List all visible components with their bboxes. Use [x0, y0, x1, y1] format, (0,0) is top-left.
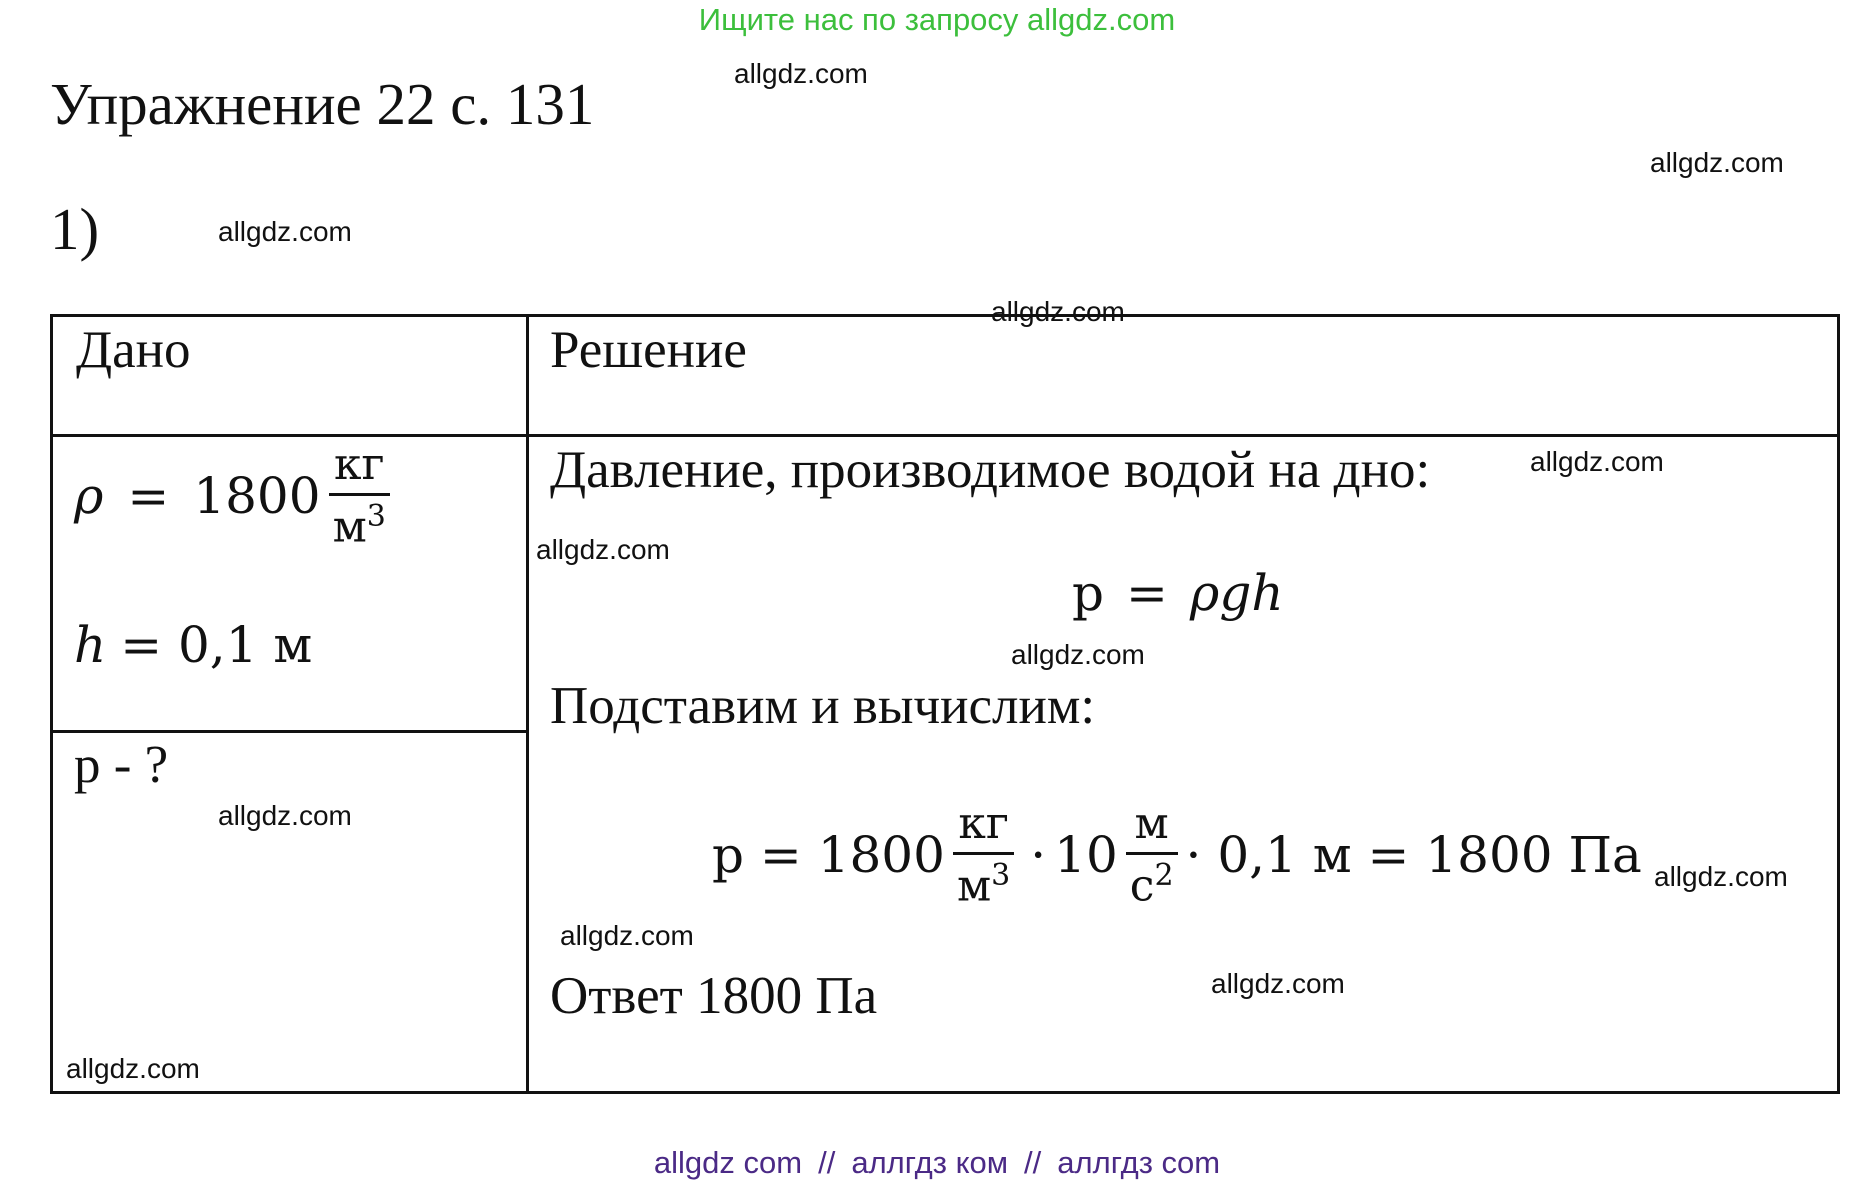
- watermark: allgdz.com: [536, 534, 670, 565]
- page-title: Упражнение 22 с. 131: [50, 71, 595, 137]
- calc-lhs: p = 1800: [712, 826, 945, 884]
- watermark: allgdz.com: [734, 58, 868, 89]
- watermark: allgdz.com: [1211, 968, 1345, 999]
- solution-line-substitute: Подставим и вычислим:: [550, 677, 1096, 735]
- calc-unit-density-num: кг: [958, 797, 1009, 849]
- calc-unit-accel-num: м: [1134, 797, 1169, 849]
- calc-unit-density: [953, 797, 1014, 912]
- watermark: allgdz.com: [991, 296, 1125, 327]
- footer-link-1[interactable]: allgdz com: [653, 1145, 803, 1180]
- formula-rhs: ρgh: [1189, 564, 1284, 622]
- given-header: Дано: [76, 321, 191, 379]
- calc-unit-accel-den: $с^2$: [1126, 852, 1178, 909]
- calc-unit-accel: [1126, 797, 1178, 912]
- footer-link-2[interactable]: аллгдз ком: [851, 1145, 1009, 1180]
- search-banner: Ищите нас по запросу allgdz.com: [698, 2, 1176, 37]
- watermark: allgdz.com: [218, 800, 352, 831]
- watermark: allgdz.com: [66, 1053, 200, 1084]
- watermark: allgdz.com: [1650, 147, 1784, 178]
- given-density: [74, 436, 398, 556]
- column-divider: [526, 314, 529, 1094]
- table-border-top: [50, 314, 1840, 317]
- calculation: [712, 795, 1642, 915]
- density-value: 1800: [193, 467, 321, 525]
- find-quantity: p - ?: [74, 736, 169, 794]
- given-height: [74, 610, 312, 680]
- task-number: 1): [50, 196, 100, 262]
- footer-links: [0, 1145, 1874, 1181]
- height-value: = 0,1 м: [120, 616, 313, 674]
- calc-dot: ·: [1030, 826, 1047, 884]
- h-symbol: h: [74, 616, 107, 674]
- equals-sign: =: [127, 467, 170, 525]
- density-unit-numerator: кг: [333, 438, 385, 490]
- table-border-bottom: [50, 1091, 1840, 1094]
- calc-rest: · 0,1 м = 1800 Па: [1185, 826, 1642, 884]
- watermark: allgdz.com: [1011, 639, 1145, 670]
- footer-separator: //: [1024, 1145, 1042, 1180]
- calc-g: 10: [1054, 826, 1118, 884]
- watermark: allgdz.com: [1530, 446, 1664, 477]
- density-unit: [329, 438, 390, 553]
- watermark: allgdz.com: [218, 216, 352, 247]
- rho-symbol: ρ: [74, 467, 104, 525]
- footer-link-3[interactable]: аллгдз com: [1057, 1145, 1221, 1180]
- given-find-divider: [50, 730, 529, 733]
- solution-line-pressure: Давление, производимое водой на дно:: [550, 441, 1431, 499]
- table-border-left: [50, 314, 53, 1094]
- formula-equals: =: [1126, 564, 1168, 622]
- calc-unit-density-den: $м^3$: [953, 852, 1014, 909]
- watermark: allgdz.com: [1654, 861, 1788, 892]
- density-unit-denominator: $м^3$: [329, 493, 390, 550]
- footer-separator: //: [818, 1145, 836, 1180]
- formula-p: p: [1072, 564, 1105, 622]
- table-border-right: [1837, 314, 1840, 1094]
- watermark: allgdz.com: [560, 920, 694, 951]
- solution-header: Решение: [550, 321, 747, 379]
- answer: Ответ 1800 Па: [550, 967, 878, 1025]
- pressure-formula: [1072, 558, 1284, 628]
